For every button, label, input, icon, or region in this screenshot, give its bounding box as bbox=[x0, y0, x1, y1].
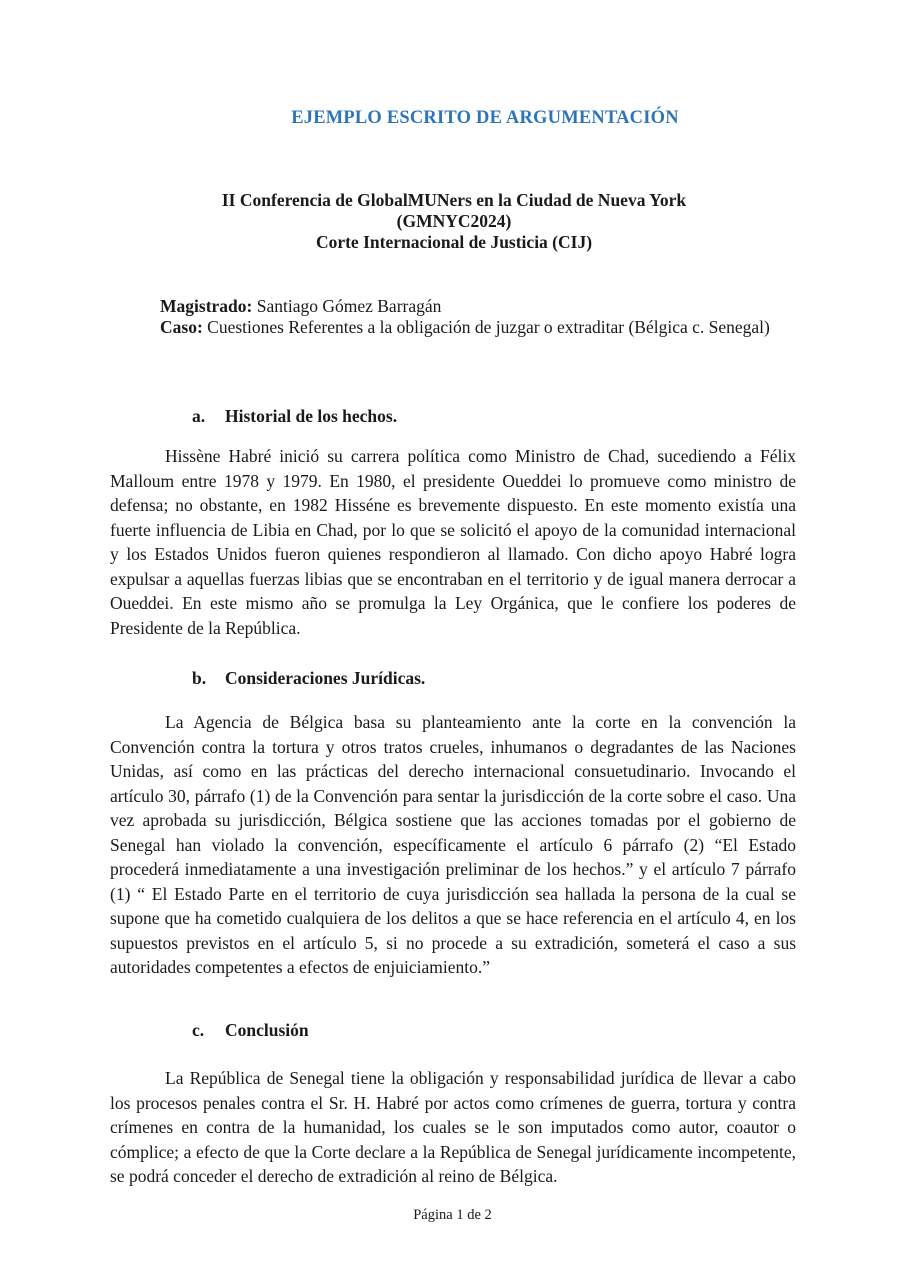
case-metadata bbox=[160, 296, 780, 338]
court-name: Corte Internacional de Justicia (CIJ) bbox=[315, 232, 593, 252]
case-label: Caso: bbox=[160, 317, 203, 337]
section-title: Consideraciones Jurídicas. bbox=[225, 668, 426, 688]
judge-line bbox=[160, 296, 780, 317]
conference-header bbox=[0, 190, 905, 253]
section-heading-c bbox=[192, 1020, 309, 1041]
judge-value: Santiago Gómez Barragán bbox=[256, 296, 442, 316]
page-number: Página 1 de 2 bbox=[413, 1207, 492, 1223]
case-line bbox=[160, 317, 780, 338]
section-heading-a bbox=[192, 406, 397, 427]
section-body-a: Hissène Habré inició su carrera política como Ministro de Chad, sucediendo a Félix Malloum entre 1978 y 1979. En 1980, el presidente Oueddei lo promueve como ministro de defensa; no obstante, en 1982 Hisséne es brevemente dispuesto. En este momento existía una fuerte influencia de Libia en Chad, por lo que se solicitó el apoyo de la comunidad internacional y los Estados Unidos fueron quienes respondieron al llamado. Con dicho apoyo Habré logra expulsar a aquellas fuerzas libias que se encontraban en el territorio y de igual manera derrocar a Oueddei. En este mismo año se promulga la Ley Orgánica, que le confiere los poderes de Presidente de la República. bbox=[110, 446, 796, 638]
case-value: Cuestiones Referentes a la obligación de juzgar o extraditar (Bélgica c. Senegal) bbox=[207, 317, 770, 337]
section-letter: b. bbox=[192, 668, 207, 688]
document-title: EJEMPLO ESCRITO DE ARGUMENTACIÓN bbox=[291, 108, 679, 128]
section-body-c: La República de Senegal tiene la obligación y responsabilidad jurídica de llevar a cabo los procesos penales contra el Sr. H. Habré por actos como crímenes de guerra, tortura y contra crímenes en contra de la humanidad, los cuales se le son imputados como autor, coautor o cómplice; a efecto de que la Corte declare a la República de Senegal jurídicamente incompetente, se podrá conceder el derecho de extradición al reino de Bélgica. bbox=[110, 1068, 796, 1186]
section-title: Historial de los hechos. bbox=[225, 406, 398, 426]
judge-label: Magistrado: bbox=[160, 296, 253, 316]
section-body-b: La Agencia de Bélgica basa su planteamiento ante la corte en la convención la Convención contra la tortura y otros tratos crueles, inhumanos o degradantes de las Naciones Unidas, así como en las prácticas del derecho internacional consuetudinario. Invocando el artículo 30, párrafo (1) de la Convención para sentar la jurisdicción de la corte sobre el caso. Una vez aprobada su jurisdicción, Bélgica sostiene que las acciones tomadas por el gobierno de Senegal han violado la convención, específicamente el artículo 6 párrafo (2) “El Estado procederá inmediatamente a una investigación preliminar de los hechos.” y el artículo 7 párrafo (1) “ El Estado Parte en el territorio de cuya jurisdicción sea hallada la persona de la cual se supone que ha cometido cualquiera de los delitos a que se hace referencia en el artículo 4, en los supuestos previstos en el artículo 5, si no procede a su extradición, someterá el caso a sus autoridades competentes a efectos de enjuiciamiento.” bbox=[110, 712, 796, 977]
section-letter: a. bbox=[192, 406, 206, 426]
conference-name: II Conferencia de GlobalMUNers en la Ciudad de Nueva York bbox=[221, 190, 687, 210]
conference-code: (GMNYC2024) bbox=[396, 211, 512, 231]
section-title: Conclusión bbox=[225, 1020, 309, 1040]
section-letter: c. bbox=[192, 1020, 205, 1040]
section-heading-b bbox=[192, 668, 425, 689]
